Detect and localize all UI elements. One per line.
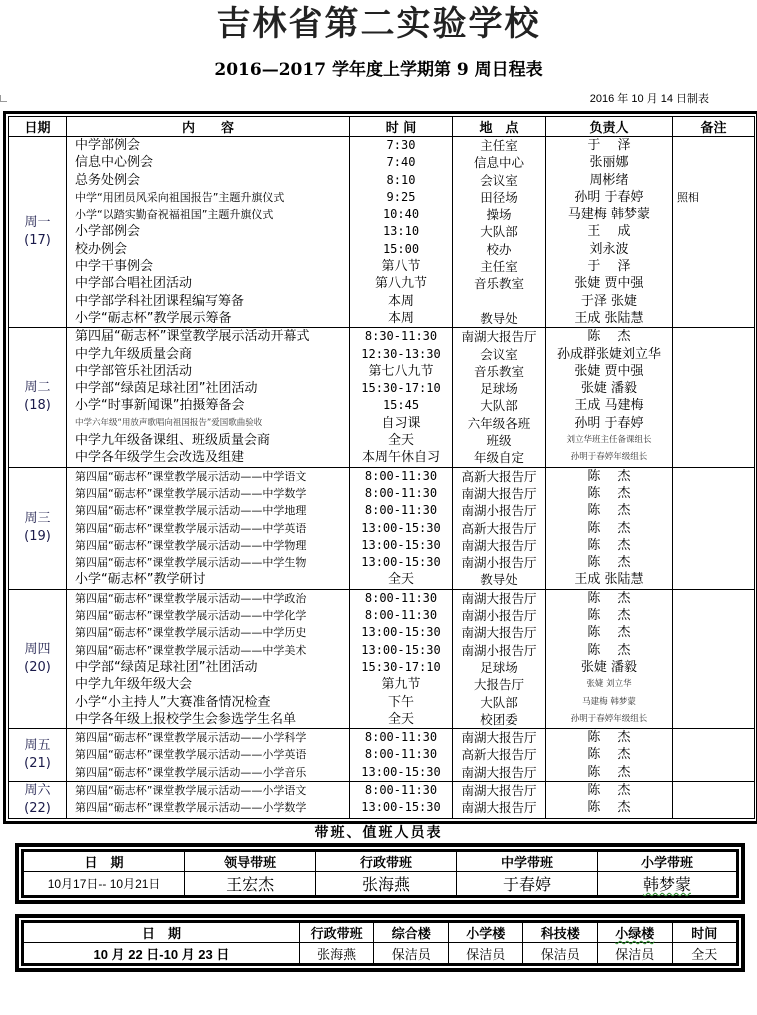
event-note — [673, 624, 754, 641]
event-note — [673, 659, 754, 676]
event-time: 8:00-11:30 — [364, 747, 438, 762]
event-content: 第四届“砺志杯”课堂教学展示活动——中学语文 — [75, 469, 307, 483]
event-content: 第四届“砺志杯”课堂教学展示活动——中学化学 — [75, 609, 307, 623]
col-header-person: 负责人 — [546, 117, 673, 137]
event-time: 第八九节 — [374, 276, 427, 292]
event-person: 陈 杰 — [587, 642, 631, 658]
event-person: 陈 杰 — [587, 590, 631, 606]
event-time: 13:00-15:30 — [361, 625, 441, 640]
event-note — [673, 346, 754, 363]
event-time-cell — [350, 328, 453, 467]
event-note — [673, 432, 754, 449]
event-person: 陈 杰 — [587, 503, 631, 519]
event-place: 大队部 — [480, 224, 518, 240]
event-content: 第四届“砺志杯”课堂教学展示活动开幕式 — [75, 329, 310, 345]
event-note — [673, 590, 754, 607]
event-content: 中学“用团员风采向祖国报告”主题升旗仪式 — [75, 190, 285, 204]
event-content: 信息中心例会 — [75, 155, 154, 171]
event-person: 陈 杰 — [587, 485, 631, 501]
duty-header-row — [24, 852, 737, 872]
event-time: 本周 — [387, 293, 414, 309]
event-time: 15:30-17:10 — [361, 381, 441, 396]
schedule-table-frame — [3, 111, 757, 824]
event-note-cell — [673, 729, 755, 782]
event-time-cell — [350, 589, 453, 728]
event-place: 大队部 — [480, 398, 518, 414]
event-person: 陈 杰 — [587, 800, 631, 816]
event-note — [673, 310, 754, 327]
day-date: (21) — [24, 756, 51, 772]
event-note — [673, 642, 754, 659]
schedule-subtitle: 2016—2017 学年度上学期第 9 周日程表 — [214, 60, 543, 80]
duty-primary — [598, 872, 737, 896]
event-content: 小学“小主持人”大赛准备情况检查 — [75, 694, 271, 710]
event-person: 张婕 贾中强 — [574, 276, 644, 292]
day-label: 周三 — [24, 511, 51, 527]
event-person: 张婕 刘立华 — [586, 679, 632, 690]
event-note — [673, 293, 754, 310]
event-time: 15:00 — [382, 241, 420, 256]
cleaning-col-green-building — [597, 923, 672, 943]
event-content: 第四届“砺志杯”课堂教学展示活动——中学生物 — [75, 556, 307, 570]
schedule-day-row — [9, 781, 755, 818]
event-content: 第四届“砺志杯”课堂教学展示活动——小学科学 — [75, 731, 307, 745]
event-place: 南湖大报告厅 — [461, 782, 537, 798]
duty-table-frame — [15, 843, 745, 904]
event-content: 中学部合唱社团活动 — [75, 276, 193, 292]
event-time: 下午 — [387, 694, 414, 710]
cleaning-primary-building: 保洁员 — [448, 943, 523, 964]
event-content-cell — [67, 781, 350, 818]
duty-col-date: 日 期 — [24, 852, 185, 872]
event-place: 校团委 — [480, 711, 518, 727]
day-cell — [9, 328, 67, 467]
event-content: 中学各年级学生会改选及组建 — [75, 450, 245, 466]
made-date: 2016 年 10 月 14 日制表 — [589, 93, 709, 105]
event-content: 小学部例会 — [75, 224, 141, 240]
schedule-table — [8, 116, 755, 819]
event-place-cell — [453, 467, 546, 589]
event-content: 中学各年级上报校学生会参选学生名单 — [75, 711, 297, 727]
col-header-place: 地 点 — [453, 117, 546, 137]
event-place: 南湖大报告厅 — [461, 537, 537, 553]
event-content: 小学“砺志杯”教学展示筹备 — [75, 310, 232, 326]
event-content: 中学九年级年级大会 — [75, 677, 193, 693]
event-person: 孙明于春婷年级组长 — [570, 713, 648, 724]
event-content: 中学干事例会 — [75, 259, 154, 275]
event-place: 年级自定 — [473, 450, 524, 466]
event-person: 张婕 潘毅 — [580, 381, 638, 397]
event-note-cell — [673, 328, 755, 467]
schedule-day-row — [9, 137, 755, 328]
event-time-cell — [350, 729, 453, 782]
day-label: 周二 — [24, 380, 51, 396]
event-person-cell — [546, 328, 673, 467]
event-note — [673, 223, 754, 240]
event-place: 校办 — [486, 241, 512, 257]
event-place: 音乐教室 — [473, 276, 524, 292]
cleaning-date: 10 月 22 日-10 月 23 日 — [24, 943, 300, 964]
event-note — [673, 397, 754, 414]
event-note — [673, 172, 754, 189]
event-content: 中学六年级“用放声歌唱向祖国报告”爱国歌曲验收 — [75, 417, 263, 428]
event-person: 张婕 潘毅 — [580, 659, 638, 675]
event-person: 马建梅 韩梦蒙 — [567, 207, 651, 223]
event-content: 第四届“砺志杯”课堂教学展示活动——中学历史 — [75, 626, 307, 640]
event-place: 高新大报告厅 — [461, 468, 537, 484]
event-time: 13:00-15:30 — [361, 520, 441, 535]
event-time: 第九节 — [381, 677, 421, 693]
cleaning-green-building: 保洁员 — [597, 943, 672, 964]
event-content: 第四届“砺志杯”课堂教学展示活动——小学数学 — [75, 801, 307, 815]
duty-date: 10月17日-- 10月21日 — [24, 872, 185, 896]
event-time: 8:00-11:30 — [364, 730, 438, 745]
event-note — [673, 571, 754, 588]
event-place: 信息中心 — [473, 155, 524, 171]
event-time: 本周午休自习 — [361, 450, 440, 466]
cleaning-admin: 张海燕 — [299, 943, 374, 964]
event-note — [673, 694, 754, 711]
event-note — [673, 206, 754, 223]
event-place: 高新大报告厅 — [461, 520, 537, 536]
event-person: 陈 杰 — [587, 747, 631, 763]
event-note — [673, 676, 754, 693]
event-time: 8:00-11:30 — [364, 485, 438, 500]
event-person-cell — [546, 781, 673, 818]
event-time: 7:30 — [386, 138, 416, 152]
event-place-cell — [453, 589, 546, 728]
event-person: 张丽娜 — [589, 155, 629, 171]
event-place: 南湖大报告厅 — [461, 485, 537, 501]
duty-admin: 张海燕 — [316, 872, 457, 896]
event-time: 10:40 — [382, 207, 420, 222]
event-person: 陈 杰 — [587, 764, 631, 780]
event-content: 第四届“砺志杯”课堂教学展示活动——中学英语 — [75, 521, 307, 535]
event-note — [673, 764, 754, 781]
event-person: 陈 杰 — [587, 782, 631, 798]
event-content: 总务处例会 — [75, 172, 141, 188]
duty-middle: 于春婷 — [457, 872, 598, 896]
event-content: 中学部学科社团课程编写筹备 — [75, 293, 245, 309]
col-header-date: 日期 — [9, 117, 67, 137]
event-note — [673, 415, 754, 432]
event-place: 南湖大报告厅 — [461, 625, 537, 641]
duty-row — [24, 872, 737, 896]
duty-col-admin: 行政带班 — [316, 852, 457, 872]
event-content: 第四届“砺志杯”课堂教学展示活动——中学物理 — [75, 538, 307, 552]
event-person: 于泽 张婕 — [580, 293, 638, 309]
event-person: 陈 杰 — [587, 468, 631, 484]
event-person: 陈 杰 — [587, 537, 631, 553]
duty-table-title: 带班、值班人员表 — [314, 825, 443, 841]
event-place: 南湖大报告厅 — [461, 329, 537, 345]
event-time: 自习课 — [381, 415, 421, 431]
event-note-cell — [673, 589, 755, 728]
event-time-cell — [350, 467, 453, 589]
page-corner-mark — [0, 95, 7, 102]
cleaning-header-row — [24, 923, 737, 943]
cleaning-tech-building: 保洁员 — [523, 943, 598, 964]
event-note — [673, 607, 754, 624]
event-content-cell — [67, 328, 350, 467]
event-person: 陈 杰 — [587, 329, 631, 345]
event-time: 8:30-11:30 — [364, 329, 438, 344]
event-place: 教导处 — [480, 310, 518, 326]
event-person-cell — [546, 589, 673, 728]
event-content-cell — [67, 729, 350, 782]
event-note — [673, 380, 754, 397]
cleaning-col-admin: 行政带班 — [299, 923, 374, 943]
cleaning-col-complex: 综合楼 — [374, 923, 449, 943]
event-time: 15:30-17:10 — [361, 659, 441, 674]
event-time: 13:00-15:30 — [361, 764, 441, 779]
event-place: 班级 — [486, 433, 512, 449]
event-content: 校办例会 — [75, 241, 128, 257]
event-person: 王成 张陆慧 — [574, 572, 644, 588]
event-note — [673, 137, 754, 154]
schedule-header-row — [9, 117, 755, 137]
schedule-day-row — [9, 729, 755, 782]
event-note — [673, 363, 754, 380]
event-note — [673, 537, 754, 554]
day-label: 周一 — [24, 215, 51, 231]
event-place: 南湖小报告厅 — [461, 608, 537, 624]
duty-col-leader: 领导带班 — [185, 852, 316, 872]
event-time: 全天 — [387, 572, 414, 588]
cleaning-col-green-building-label: 小绿楼 — [615, 927, 655, 942]
event-place: 主任室 — [480, 259, 518, 275]
event-note — [673, 746, 754, 763]
event-time: 8:00-11:30 — [364, 782, 438, 797]
event-note — [673, 782, 754, 799]
col-header-content: 内 容 — [67, 117, 350, 137]
event-content-cell — [67, 589, 350, 728]
event-content: 中学部例会 — [75, 138, 141, 153]
event-person: 陈 杰 — [587, 608, 631, 624]
event-time: 8:10 — [386, 172, 416, 187]
event-note: 照相 — [677, 190, 699, 204]
event-place: 南湖小报告厅 — [461, 503, 537, 519]
event-place: 南湖大报告厅 — [461, 764, 537, 780]
event-note — [673, 554, 754, 571]
day-label: 周五 — [24, 738, 51, 754]
event-time: 8:00-11:30 — [364, 608, 438, 623]
event-note — [673, 502, 754, 519]
event-place: 六年级各班 — [467, 415, 531, 431]
event-place: 会议室 — [480, 172, 518, 188]
event-content-cell — [67, 137, 350, 328]
event-place-cell — [453, 781, 546, 818]
event-place: 大报告厅 — [473, 677, 524, 693]
event-place: 南湖大报告厅 — [461, 800, 537, 816]
event-person: 陈 杰 — [587, 520, 631, 536]
event-place: 南湖大报告厅 — [461, 590, 537, 606]
schedule-day-row — [9, 467, 755, 589]
event-person: 张婕 贾中强 — [574, 363, 644, 379]
event-content: 中学部“绿茵足球社团”社团活动 — [75, 659, 258, 675]
day-label: 周四 — [24, 641, 51, 657]
event-person: 孙明 于春婷 — [574, 189, 644, 205]
day-date: (18) — [24, 398, 51, 414]
event-note — [673, 711, 754, 728]
event-place: 南湖大报告厅 — [461, 730, 537, 746]
event-place: 南湖小报告厅 — [461, 555, 537, 571]
event-person-cell — [546, 729, 673, 782]
event-place-cell — [453, 137, 546, 328]
event-note — [673, 485, 754, 502]
event-content: 中学九年级质量会商 — [75, 346, 193, 362]
event-person: 陈 杰 — [587, 625, 631, 641]
cleaning-col-date: 日 期 — [24, 923, 300, 943]
event-content: 第四届“砺志杯”课堂教学展示活动——小学语文 — [75, 783, 307, 797]
event-content: 中学九年级备课组、班级质量会商 — [75, 433, 271, 449]
event-content: 第四届“砺志杯”课堂教学展示活动——中学数学 — [75, 486, 307, 500]
event-time: 第七八九节 — [368, 363, 434, 379]
event-time: 13:00-15:30 — [361, 555, 441, 570]
event-place: 音乐教室 — [473, 363, 524, 379]
event-person: 刘立华班主任备课组长 — [566, 435, 652, 446]
event-person: 王成 马建梅 — [574, 398, 644, 414]
event-time: 8:00-11:30 — [364, 468, 438, 483]
duty-primary-name: 韩梦蒙 — [642, 875, 691, 894]
day-cell — [9, 781, 67, 818]
day-date: (17) — [24, 233, 51, 249]
event-time: 7:40 — [386, 155, 416, 170]
event-note — [673, 449, 754, 466]
day-date: (20) — [24, 659, 51, 675]
event-place-cell — [453, 729, 546, 782]
event-place: 主任室 — [480, 138, 518, 153]
cleaning-time: 全天 — [672, 943, 737, 964]
event-time: 15:45 — [382, 398, 420, 413]
event-note-cell — [673, 467, 755, 589]
event-note — [673, 799, 754, 816]
event-person: 于 泽 — [587, 259, 631, 275]
event-content: 中学部管乐社团活动 — [75, 363, 193, 379]
event-time: 9:25 — [386, 189, 416, 204]
event-note — [673, 154, 754, 171]
school-name: 吉林省第二实验学校 — [216, 4, 541, 44]
event-place: 足球场 — [480, 659, 518, 675]
cleaning-col-tech-building: 科技楼 — [523, 923, 598, 943]
event-place: 足球场 — [480, 381, 518, 397]
event-time: 第八节 — [381, 259, 421, 275]
event-content-cell — [67, 467, 350, 589]
event-time: 8:00-11:30 — [364, 503, 438, 518]
event-person-cell — [546, 137, 673, 328]
event-place — [453, 293, 545, 310]
event-content: 第四届“砺志杯”课堂教学展示活动——中学政治 — [75, 591, 307, 605]
event-place: 操场 — [486, 207, 512, 223]
event-person: 刘永波 — [589, 241, 629, 257]
day-date: (22) — [24, 800, 51, 816]
duty-col-primary: 小学带班 — [598, 852, 737, 872]
col-header-time: 时 间 — [350, 117, 453, 137]
event-place: 会议室 — [480, 346, 518, 362]
event-person: 马建梅 韩梦蒙 — [582, 696, 636, 707]
day-cell — [9, 729, 67, 782]
event-person: 周彬绪 — [589, 172, 629, 188]
event-note — [673, 468, 754, 485]
event-content: 第四届“砺志杯”课堂教学展示活动——小学英语 — [75, 748, 307, 762]
event-person-cell — [546, 467, 673, 589]
day-date: (19) — [24, 529, 51, 545]
event-time: 13:00-15:30 — [361, 642, 441, 657]
cleaning-table — [23, 922, 737, 964]
event-place: 南湖小报告厅 — [461, 642, 537, 658]
event-time: 12:30-13:30 — [361, 346, 441, 361]
duty-leader: 王宏杰 — [185, 872, 316, 896]
schedule-day-row — [9, 589, 755, 728]
event-person: 王成 张陆慧 — [574, 310, 644, 326]
event-note — [673, 275, 754, 292]
event-place: 教导处 — [480, 572, 518, 588]
event-content: 小学“砺志杯”教学研讨 — [75, 572, 206, 588]
event-person: 孙成群张婕刘立华 — [556, 346, 661, 362]
event-place: 大队部 — [480, 694, 518, 710]
duty-table — [23, 851, 737, 896]
day-cell — [9, 137, 67, 328]
event-note — [673, 258, 754, 275]
event-person: 孙明于春婷年级组长 — [570, 452, 648, 463]
event-content: 第四届“砺志杯”课堂教学展示活动——小学音乐 — [75, 765, 307, 779]
schedule-day-row — [9, 328, 755, 467]
event-note — [673, 328, 754, 345]
event-content: 第四届“砺志杯”课堂教学展示活动——中学美术 — [75, 643, 307, 657]
event-content: 中学部“绿茵足球社团”社团活动 — [75, 381, 258, 397]
day-label: 周六 — [24, 782, 51, 798]
event-person: 孙明 于春婷 — [574, 415, 644, 431]
event-note — [673, 241, 754, 258]
day-cell — [9, 589, 67, 728]
event-place: 高新大报告厅 — [461, 747, 537, 763]
event-time-cell — [350, 137, 453, 328]
event-time: 8:00-11:30 — [364, 590, 438, 605]
cleaning-col-primary-building: 小学楼 — [448, 923, 523, 943]
schedule-body — [9, 137, 755, 819]
event-time: 13:10 — [382, 224, 420, 239]
event-content: 小学“以踏实勤奋祝福祖国”主题升旗仪式 — [75, 208, 274, 222]
event-person: 于 泽 — [587, 138, 631, 153]
event-person: 陈 杰 — [587, 730, 631, 746]
event-time-cell — [350, 781, 453, 818]
event-place: 田径场 — [480, 189, 518, 205]
cleaning-row — [24, 943, 737, 964]
cleaning-complex: 保洁员 — [374, 943, 449, 964]
event-time: 本周 — [387, 310, 414, 326]
event-note-cell — [673, 137, 755, 328]
event-person: 陈 杰 — [587, 555, 631, 571]
col-header-note: 备注 — [673, 117, 755, 137]
event-content: 小学“时事新闻课”拍摄筹备会 — [75, 398, 245, 414]
cleaning-table-frame — [15, 914, 745, 972]
event-note — [673, 729, 754, 746]
event-person: 王 成 — [587, 224, 631, 240]
event-content: 第四届“砺志杯”课堂教学展示活动——中学地理 — [75, 504, 307, 518]
duty-col-middle: 中学带班 — [457, 852, 598, 872]
event-note — [673, 520, 754, 537]
day-cell — [9, 467, 67, 589]
event-place-cell — [453, 328, 546, 467]
event-time: 13:00-15:30 — [361, 800, 441, 815]
cleaning-col-time: 时间 — [672, 923, 737, 943]
event-time: 全天 — [387, 711, 414, 727]
event-note-cell — [673, 781, 755, 818]
event-time: 13:00-15:30 — [361, 537, 441, 552]
event-time: 全天 — [387, 433, 414, 449]
